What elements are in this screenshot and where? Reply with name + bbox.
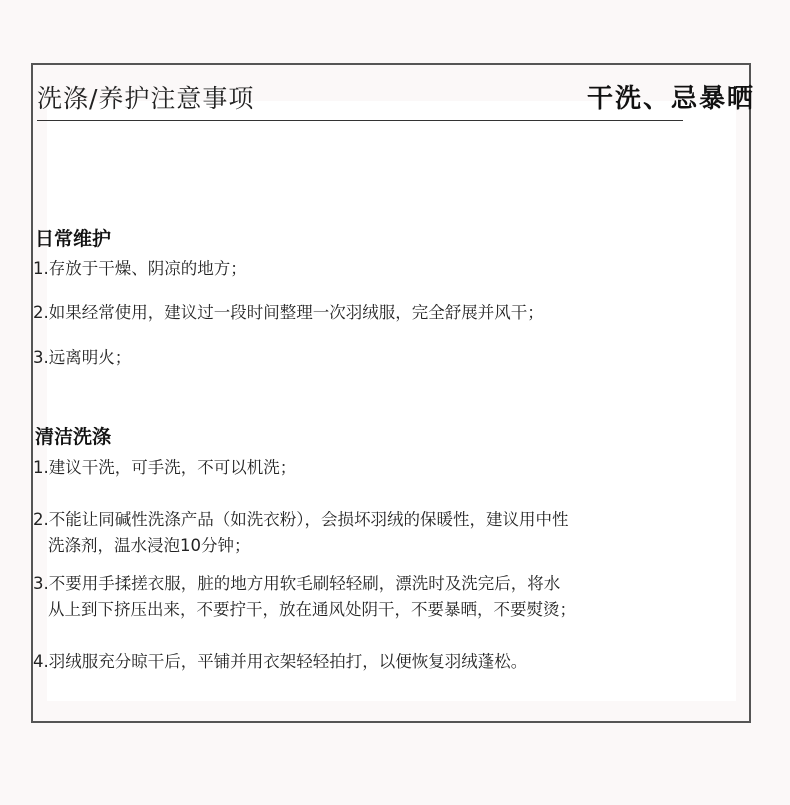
item-line: 1.存放于干燥、阴凉的地方； bbox=[33, 259, 247, 278]
care-summary-label: 干洗、忌暴晒 bbox=[586, 84, 755, 114]
cleaning-item-4 bbox=[33, 649, 673, 675]
item-line: 从上到下挤压出来，不要拧干，放在通风处阴干，不要暴晒，不要熨烫； bbox=[48, 600, 576, 619]
item-line: 4.羽绒服充分晾干后，平铺并用衣架轻轻拍打，以便恢复羽绒蓬松。 bbox=[33, 652, 528, 671]
cleaning-item-3 bbox=[33, 571, 673, 623]
item-line: 3.远离明火； bbox=[33, 348, 132, 367]
cleaning-item-2 bbox=[33, 507, 673, 559]
section-title-daily-care: 日常维护 bbox=[35, 228, 112, 250]
daily-care-item-3 bbox=[33, 345, 673, 371]
item-line: 2.不能让同碱性洗涤产品（如洗衣粉），会损坏羽绒的保暖性，建议用中性 bbox=[33, 510, 569, 529]
section-title-cleaning: 清洁洗涤 bbox=[35, 426, 112, 448]
header-divider bbox=[37, 120, 683, 121]
item-line: 洗涤剂，温水浸泡10分钟； bbox=[48, 536, 251, 555]
item-line: 2.如果经常使用，建议过一段时间整理一次羽绒服，完全舒展并风干； bbox=[33, 303, 544, 322]
care-instructions-frame bbox=[31, 63, 751, 723]
daily-care-item-2 bbox=[33, 300, 673, 326]
page-title: 洗涤/养护注意事项 bbox=[37, 84, 255, 113]
cleaning-item-1 bbox=[33, 455, 673, 481]
item-line: 1.建议干洗，可手洗，不可以机洗； bbox=[33, 458, 297, 477]
daily-care-item-1 bbox=[33, 256, 673, 282]
item-line: 3.不要用手揉搓衣服，脏的地方用软毛刷轻轻刷，漂洗时及洗完后，将水 bbox=[33, 574, 561, 593]
